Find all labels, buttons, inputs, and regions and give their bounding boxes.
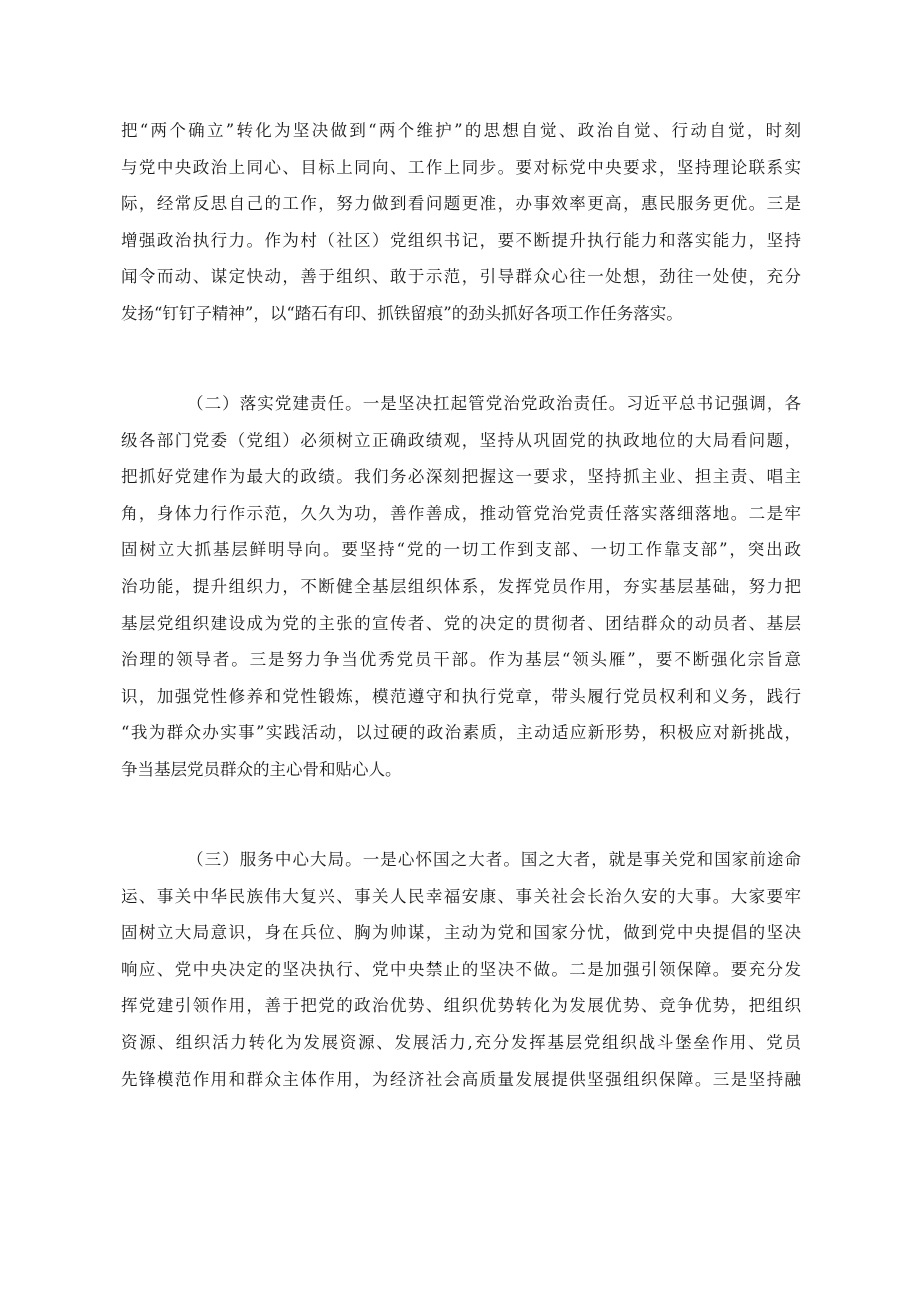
paragraph-heading-line: （二）落实党建责任。一是坚决扛起管党治党政治责任。习近平总书记强调，各 [187, 394, 801, 413]
paragraph-line: 识，加强党性修养和党性锻炼，模范遵守和执行党章，带头履行党员权利和义务，践行 [121, 686, 801, 706]
paragraph-line: 先锋模范作用和群众主体作用，为经济社会高质量发展提供坚强组织保障。三是坚持融 [121, 1069, 801, 1089]
paragraph-line: 基层党组织建设成为党的主张的宣传者、党的决定的贯彻者、团结群众的动员者、基层 [121, 613, 801, 633]
paragraph-line: 际，经常反思自己的工作，努力做到看问题更准，办事效率更高，惠民服务更优。三是 [121, 194, 801, 214]
paragraph-line: 固树立大局意识，身在兵位、胸为帅谋，主动为党和国家分忧，做到党中央提倡的坚决 [121, 923, 801, 943]
paragraph-line: 角，身体力行作示范，久久为功，善作善成，推动管党治党责任落实落细落地。二是牢 [121, 503, 801, 523]
paragraph-line: 把“两个确立”转化为坚决做到“两个维护”的思想自觉、政治自觉、行动自觉，时刻 [121, 121, 801, 140]
paragraph-line: 治理的领导者。三是努力争当优秀党员干部。作为基层“领头雁”，要不断强化宗旨意 [121, 650, 801, 670]
paragraph-line: 发扬“钉钉子精神”，以“踏石有印、抓铁留痕”的劲头抓好各项工作任务落实。 [121, 303, 683, 323]
paragraph-line: 增强政治执行力。作为村（社区）党组织书记，要不断提升执行能力和落实能力，坚持 [121, 230, 801, 250]
paragraph-line: 响应、党中央决定的坚决执行、党中央禁止的坚决不做。二是加强引领保障。要充分发 [121, 959, 801, 979]
paragraph-line: 固树立大抓基层鲜明导向。要坚持“党的一切工作到支部、一切工作靠支部”，突出政 [121, 540, 801, 560]
paragraph-line: 治功能，提升组织力，不断健全基层组织体系，发挥党员作用，夯实基层基础，努力把 [121, 576, 801, 596]
paragraph-line: 争当基层党员群众的主心骨和贴心人。 [121, 759, 402, 779]
paragraph-heading-line: （三）服务中心大局。一是心怀国之大者。国之大者，就是事关党和国家前途命 [187, 850, 801, 869]
paragraph-1 [121, 113, 801, 333]
paragraph-line: 把抓好党建作为最大的政绩。我们务必深刻把握这一要求，坚持抓主业、担主责、唱主 [121, 467, 801, 487]
paragraph-line: 运、事关中华民族伟大复兴、事关人民幸福安康、事关社会长治久安的大事。大家要牢 [121, 886, 801, 906]
paragraph-3 [121, 842, 801, 1098]
paragraph-line: 与党中央政治上同心、目标上同向、工作上同步。要对标党中央要求，坚持理论联系实 [121, 157, 801, 177]
paragraph-line: 闻令而动、谋定快动，善于组织、敢于示范，引导群众心往一处想，劲往一处使，充分 [121, 267, 801, 287]
paragraph-line: 级各部门党委（党组）必须树立正确政绩观，坚持从巩固党的执政地位的大局看问题， [121, 430, 801, 450]
paragraph-2 [121, 386, 801, 789]
paragraph-line: 资源、组织活力转化为发展资源、发展活力,充分发挥基层党组织战斗堡垒作用、党员 [121, 1032, 801, 1052]
paragraph-line: 挥党建引领作用，善于把党的政治优势、组织优势转化为发展优势、竞争优势，把组织 [121, 996, 801, 1016]
paragraph-line: “我为群众办实事”实践活动，以过硬的政治素质，主动适应新形势，积极应对新挑战， [121, 723, 801, 743]
